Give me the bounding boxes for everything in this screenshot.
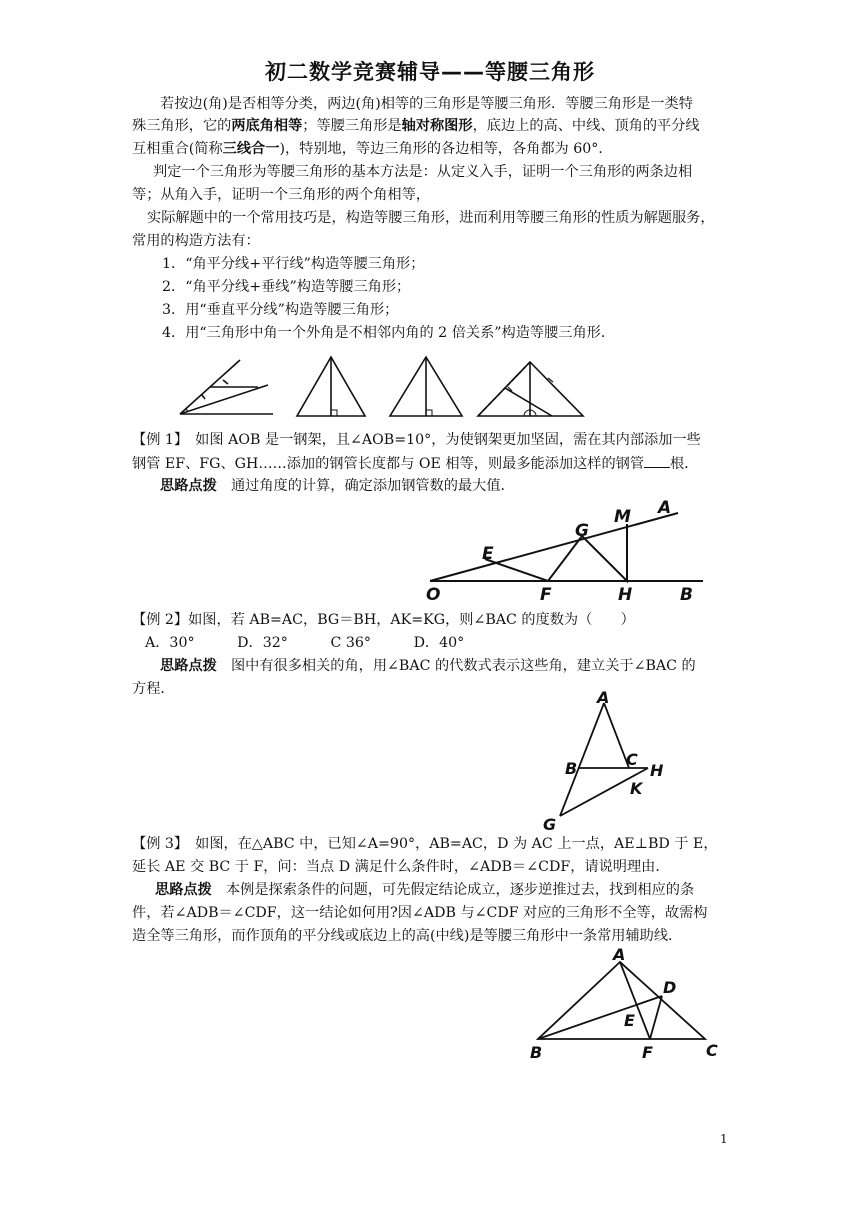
intro-p2-line-2: 等；从角入手，证明一个三角形的两个角相等， [132, 187, 430, 203]
label-G: G [543, 815, 557, 834]
method-item: 2．“角平分线+垂线”构造等腰三角形； [162, 279, 411, 295]
label-F: F [642, 1043, 653, 1062]
ex3-hint-line-2: 件，若∠ADB＝∠CDF，这一结论如何用?因∠ADB 与∠CDF 对应的三角形不全等，故需构 [132, 905, 708, 921]
label-M: M [614, 507, 631, 527]
label-F: F [540, 585, 552, 605]
option-d: D．40° [413, 635, 465, 651]
label-H: H [650, 761, 664, 780]
page-title: 初二数学竞赛辅导——等腰三角形 [265, 60, 595, 84]
intro-p3-line-1: 实际解题中的一个常用技巧是，构造等腰三角形，进而利用等腰三角形的性质为解题服务， [147, 210, 715, 226]
ex2-options [145, 633, 464, 653]
hint-label: 思路点拨 [160, 478, 217, 494]
label-E: E [624, 1011, 635, 1030]
label-K: K [630, 779, 643, 798]
hint-text: 本例是探索条件的问题，可先假定结论成立，逐步逆推过去，找到相应的条 [225, 882, 695, 898]
label-G: G [575, 521, 589, 541]
option-a: A．30° [145, 635, 195, 651]
method-item: 3．用“垂直平分线”构造等腰三角形； [162, 302, 399, 318]
hint-text: 通过角度的计算，确定添加钢管数的最大值． [230, 478, 515, 494]
answer-blank [644, 453, 670, 468]
label-C: C [706, 1041, 718, 1060]
label-B: B [565, 759, 578, 778]
method-item: 4．用“三角形中角一个外角是不相邻内角的 2 倍关系”构造等腰三角形． [162, 325, 616, 341]
ex1-figure [0, 496, 860, 606]
ex2-line-1: 【例 2】如图，若 AB=AC，BG＝BH，AK=KG，则∠BAC 的度数为（ ） [132, 612, 635, 628]
emphasis-three-lines: 三线合一 [222, 141, 280, 157]
label-C: C [626, 750, 638, 769]
label-A: A [597, 688, 610, 707]
ex3-hint [155, 880, 694, 900]
intro-line-2 [132, 116, 700, 136]
ex2-hint [160, 656, 696, 676]
intro-p3-line-2: 常用的构造方法有： [132, 233, 260, 249]
hint-text: 图中有很多相关的角，用∠BAC 的代数式表示这些角，建立关于∠BAC 的 [230, 658, 696, 674]
ex2-hint-line-2: 方程． [132, 681, 175, 697]
intro-line-3 [132, 139, 613, 159]
option-b: D．32° [237, 635, 288, 651]
label-B: B [530, 1043, 543, 1062]
text-span: )，特别地，等边三角形的各边相等，各角都为 60°． [279, 141, 613, 157]
intro-line-1: 若按边(角)是否相等分类，两边(角)相等的三角形是等腰三角形．等腰三角形是一类特 [160, 96, 693, 112]
text-span: 钢管 EF、FG、GH……添加的钢管长度都与 OE 相等，则最多能添加这样的钢管 [132, 456, 645, 472]
hint-label: 思路点拨 [155, 882, 212, 898]
method-item: 1．“角平分线+平行线”构造等腰三角形； [162, 256, 425, 272]
page-number: 1 [720, 1132, 728, 1146]
ex1-line-1: 【例 1】 如图 AOB 是一钢架，且∠AOB=10°，为使钢架更加坚固，需在其内部添加一些 [132, 432, 701, 448]
intro-p2-line-1: 判定一个三角形为等腰三角形的基本方法是：从定义入手，证明一个三角形的两条边相 [153, 164, 693, 180]
text-span: 互相重合(简称 [132, 141, 223, 157]
label-H: H [618, 585, 633, 605]
label-A: A [613, 945, 626, 964]
hint-label: 思路点拨 [160, 658, 217, 674]
ex3-hint-line-3: 造全等三角形，而作顶角的平分线或底边上的高(中线)是等腰三角形中一条常用辅助线． [132, 928, 683, 944]
ex3-line-1: 【例 3】 如图，在△ABC 中，已知∠A=90°，AB=AC，D 为 AC 上一点，AE⊥BD 于 E， [132, 836, 718, 852]
label-D: D [663, 978, 677, 997]
label-E: E [482, 544, 494, 564]
text-span: ，底边上的高、中线、顶角的平分线 [472, 118, 700, 134]
emphasis-base-angles: 两底角相等 [231, 118, 303, 134]
text-span: ；等腰三角形是 [302, 118, 402, 134]
text-span: 殊三角形，它的 [132, 118, 232, 134]
ex3-figure [0, 946, 860, 1066]
text-span: 根． [670, 456, 699, 472]
ex1-line-2 [132, 453, 698, 474]
ex1-hint [160, 476, 515, 496]
option-c: C 36° [330, 635, 371, 651]
construction-figures [0, 348, 860, 428]
label-B: B [680, 585, 693, 605]
ex3-line-2: 延长 AE 交 BC 于 F，问：当点 D 满足什么条件时，∠ADB＝∠CDF，请说明理由． [132, 859, 670, 875]
emphasis-axial-symmetry: 轴对称图形 [401, 118, 473, 134]
label-A: A [658, 498, 672, 518]
label-O: O [426, 585, 441, 605]
